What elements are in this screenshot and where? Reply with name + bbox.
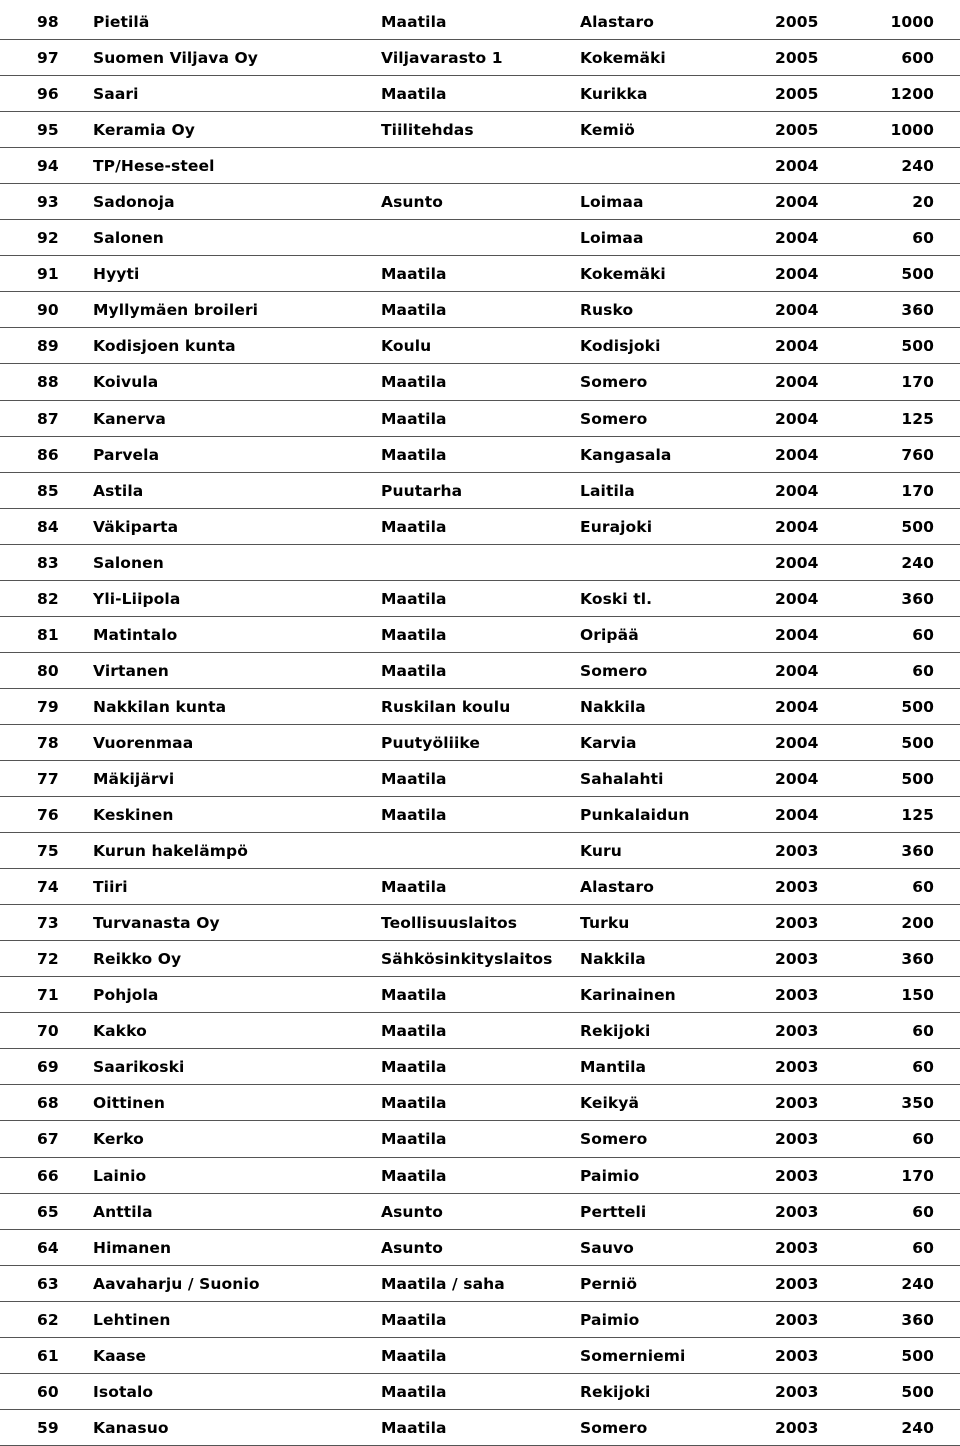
power-kw: 20 — [912, 193, 934, 212]
table-row — [0, 112, 960, 148]
table-row — [0, 581, 960, 617]
location: Sahalahti — [580, 769, 664, 788]
site-type: Maatila — [381, 265, 447, 284]
site-type: Maatila — [381, 517, 447, 536]
table-row — [0, 40, 960, 76]
year: 2004 — [775, 229, 819, 248]
power-kw: 60 — [912, 1130, 934, 1149]
table-row — [0, 148, 960, 184]
year: 2004 — [775, 697, 819, 716]
owner-name: Kurun hakelämpö — [93, 842, 248, 861]
site-type: Maatila — [381, 1022, 447, 1041]
table-row — [0, 977, 960, 1013]
power-kw: 60 — [912, 1202, 934, 1221]
owner-name: Lainio — [93, 1166, 147, 1185]
power-kw: 60 — [912, 1238, 934, 1257]
row-number: 89 — [37, 337, 59, 356]
row-number: 81 — [37, 625, 59, 644]
year: 2003 — [775, 842, 819, 861]
location: Perniö — [580, 1274, 638, 1293]
year: 2003 — [775, 1166, 819, 1185]
table-row — [0, 1085, 960, 1121]
owner-name: Keskinen — [93, 806, 174, 825]
row-number: 83 — [37, 553, 59, 572]
location: Kangasala — [580, 445, 672, 464]
power-kw: 500 — [901, 1346, 934, 1365]
row-number: 94 — [37, 157, 59, 176]
year: 2003 — [775, 1058, 819, 1077]
year: 2004 — [775, 517, 819, 536]
row-number: 90 — [37, 301, 59, 320]
location: Somero — [580, 409, 648, 428]
owner-name: Kaase — [93, 1346, 147, 1365]
year: 2003 — [775, 1382, 819, 1401]
year: 2003 — [775, 1202, 819, 1221]
table-row — [0, 1374, 960, 1410]
site-type: Maatila — [381, 1382, 447, 1401]
power-kw: 240 — [901, 1274, 934, 1293]
year: 2003 — [775, 914, 819, 933]
row-number: 84 — [37, 517, 59, 536]
owner-name: Lehtinen — [93, 1310, 171, 1329]
location: Alastaro — [580, 878, 654, 897]
power-kw: 500 — [901, 265, 934, 284]
owner-name: Turvanasta Oy — [93, 914, 220, 933]
owner-name: Kanerva — [93, 409, 166, 428]
location: Rekijoki — [580, 1022, 651, 1041]
power-kw: 60 — [912, 878, 934, 897]
year: 2003 — [775, 1274, 819, 1293]
year: 2004 — [775, 445, 819, 464]
row-number: 72 — [37, 950, 59, 969]
year: 2003 — [775, 986, 819, 1005]
owner-name: Pietilä — [93, 13, 150, 31]
site-type: Maatila — [381, 661, 447, 680]
power-kw: 240 — [901, 157, 934, 176]
year: 2004 — [775, 193, 819, 212]
row-number: 87 — [37, 409, 59, 428]
site-type: Viljavarasto 1 — [381, 49, 503, 68]
year: 2004 — [775, 481, 819, 500]
owner-name: Myllymäen broileri — [93, 301, 259, 320]
row-number: 82 — [37, 589, 59, 608]
owner-name: Yli-Liipola — [93, 589, 181, 608]
location: Rusko — [580, 301, 634, 320]
row-number: 65 — [37, 1202, 59, 1221]
year: 2004 — [775, 373, 819, 392]
power-kw: 240 — [901, 1418, 934, 1437]
location: Kokemäki — [580, 49, 666, 68]
year: 2003 — [775, 878, 819, 897]
table-row — [0, 473, 960, 509]
row-number: 69 — [37, 1058, 59, 1077]
row-number: 73 — [37, 914, 59, 933]
table-row — [0, 797, 960, 833]
row-number: 95 — [37, 121, 59, 140]
location: Karvia — [580, 733, 637, 752]
table-row — [0, 1013, 960, 1049]
power-kw: 350 — [901, 1094, 934, 1113]
site-type: Maatila — [381, 769, 447, 788]
row-number: 76 — [37, 806, 59, 825]
site-type: Asunto — [381, 193, 443, 212]
site-type: Asunto — [381, 1238, 443, 1257]
table-row — [0, 725, 960, 761]
power-kw: 125 — [901, 806, 934, 825]
row-number: 75 — [37, 842, 59, 861]
row-number: 91 — [37, 265, 59, 284]
table-row — [0, 292, 960, 328]
owner-name: Väkiparta — [93, 517, 179, 536]
location: Kokemäki — [580, 265, 666, 284]
location: Loimaa — [580, 229, 644, 248]
site-type: Maatila — [381, 445, 447, 464]
year: 2003 — [775, 1094, 819, 1113]
table-row — [0, 1266, 960, 1302]
location: Mantila — [580, 1058, 647, 1077]
table-row — [0, 545, 960, 581]
site-type: Maatila — [381, 1130, 447, 1149]
year: 2004 — [775, 337, 819, 356]
owner-name: Saarikoski — [93, 1058, 185, 1077]
year: 2004 — [775, 806, 819, 825]
power-kw: 500 — [901, 517, 934, 536]
year: 2004 — [775, 589, 819, 608]
row-number: 71 — [37, 986, 59, 1005]
location: Punkalaidun — [580, 806, 690, 825]
year: 2005 — [775, 13, 819, 31]
location: Paimio — [580, 1310, 640, 1329]
owner-name: Pohjola — [93, 986, 159, 1005]
year: 2003 — [775, 1346, 819, 1365]
table-row — [0, 761, 960, 797]
power-kw: 60 — [912, 1022, 934, 1041]
table-row — [0, 76, 960, 112]
power-kw: 170 — [901, 1166, 934, 1185]
location: Kurikka — [580, 85, 648, 104]
power-kw: 500 — [901, 337, 934, 356]
power-kw: 240 — [901, 553, 934, 572]
power-kw: 360 — [901, 950, 934, 969]
table-row — [0, 1338, 960, 1374]
site-type: Teollisuuslaitos — [381, 914, 518, 933]
site-type: Puutarha — [381, 481, 463, 500]
owner-name: Reikko Oy — [93, 950, 182, 969]
year: 2004 — [775, 157, 819, 176]
year: 2003 — [775, 1238, 819, 1257]
power-kw: 760 — [901, 445, 934, 464]
owner-name: Kerko — [93, 1130, 144, 1149]
owner-name: Hyyti — [93, 265, 140, 284]
row-number: 92 — [37, 229, 59, 248]
site-type: Maatila — [381, 13, 447, 31]
table-row — [0, 617, 960, 653]
owner-name: Kakko — [93, 1022, 147, 1041]
table-row — [0, 437, 960, 473]
location: Somero — [580, 661, 648, 680]
row-number: 68 — [37, 1094, 59, 1113]
location: Eurajoki — [580, 517, 653, 536]
site-type: Maatila — [381, 1310, 447, 1329]
year: 2004 — [775, 661, 819, 680]
row-number: 70 — [37, 1022, 59, 1041]
year: 2004 — [775, 409, 819, 428]
year: 2004 — [775, 769, 819, 788]
site-type: Maatila — [381, 1418, 447, 1437]
row-number: 98 — [37, 13, 59, 31]
location: Somero — [580, 1130, 648, 1149]
site-type: Ruskilan koulu — [381, 697, 511, 716]
site-type: Maatila — [381, 1058, 447, 1077]
table-row — [0, 1302, 960, 1338]
table-row — [0, 653, 960, 689]
power-kw: 1200 — [890, 85, 934, 104]
owner-name: Salonen — [93, 229, 164, 248]
table-row — [0, 509, 960, 545]
year: 2004 — [775, 265, 819, 284]
table-row — [0, 941, 960, 977]
owner-name: Kodisjoen kunta — [93, 337, 236, 356]
row-number: 80 — [37, 661, 59, 680]
location: Kuru — [580, 842, 622, 861]
power-kw: 360 — [901, 589, 934, 608]
location: Turku — [580, 914, 630, 933]
location: Keikyä — [580, 1094, 640, 1113]
site-type: Tiilitehdas — [381, 121, 474, 140]
year: 2003 — [775, 1418, 819, 1437]
owner-name: Virtanen — [93, 661, 169, 680]
site-type: Maatila — [381, 806, 447, 825]
power-kw: 360 — [901, 301, 934, 320]
power-kw: 125 — [901, 409, 934, 428]
site-type: Maatila — [381, 986, 447, 1005]
year: 2005 — [775, 85, 819, 104]
year: 2005 — [775, 121, 819, 140]
year: 2003 — [775, 1130, 819, 1149]
table-row — [0, 869, 960, 905]
installations-table — [0, 4, 960, 1446]
row-number: 97 — [37, 49, 59, 68]
row-number: 77 — [37, 769, 59, 788]
year: 2003 — [775, 1310, 819, 1329]
location: Somero — [580, 1418, 648, 1437]
site-type: Maatila — [381, 878, 447, 897]
site-type: Maatila — [381, 301, 447, 320]
location: Laitila — [580, 481, 635, 500]
site-type: Maatila — [381, 625, 447, 644]
site-type: Maatila — [381, 589, 447, 608]
site-type: Koulu — [381, 337, 432, 356]
power-kw: 360 — [901, 1310, 934, 1329]
site-type: Puutyöliike — [381, 733, 481, 752]
table-row — [0, 905, 960, 941]
location: Nakkila — [580, 697, 646, 716]
site-type: Maatila — [381, 85, 447, 104]
row-number: 63 — [37, 1274, 59, 1293]
table-row — [0, 833, 960, 869]
owner-name: Mäkijärvi — [93, 769, 175, 788]
row-number: 64 — [37, 1238, 59, 1257]
site-type: Maatila — [381, 1094, 447, 1113]
location: Somerniemi — [580, 1346, 686, 1365]
site-type: Maatila — [381, 409, 447, 428]
table-row — [0, 184, 960, 220]
year: 2004 — [775, 553, 819, 572]
row-number: 78 — [37, 733, 59, 752]
table-row — [0, 1410, 960, 1446]
power-kw: 200 — [901, 914, 934, 933]
power-kw: 60 — [912, 1058, 934, 1077]
location: Kemiö — [580, 121, 635, 140]
table-row — [0, 220, 960, 256]
location: Alastaro — [580, 13, 654, 31]
site-type: Maatila — [381, 1346, 447, 1365]
site-type: Asunto — [381, 1202, 443, 1221]
power-kw: 500 — [901, 697, 934, 716]
table-row — [0, 4, 960, 40]
row-number: 66 — [37, 1166, 59, 1185]
location: Kodisjoki — [580, 337, 661, 356]
location: Rekijoki — [580, 1382, 651, 1401]
owner-name: Himanen — [93, 1238, 172, 1257]
year: 2005 — [775, 49, 819, 68]
owner-name: Astila — [93, 481, 144, 500]
location: Pertteli — [580, 1202, 647, 1221]
location: Karinainen — [580, 986, 676, 1005]
table-row — [0, 1194, 960, 1230]
location: Nakkila — [580, 950, 646, 969]
power-kw: 600 — [901, 49, 934, 68]
owner-name: Saari — [93, 85, 139, 104]
site-type: Maatila — [381, 373, 447, 392]
row-number: 96 — [37, 85, 59, 104]
owner-name: Oittinen — [93, 1094, 166, 1113]
power-kw: 60 — [912, 661, 934, 680]
owner-name: Suomen Viljava Oy — [93, 49, 259, 68]
owner-name: Isotalo — [93, 1382, 154, 1401]
year: 2004 — [775, 301, 819, 320]
row-number: 61 — [37, 1346, 59, 1365]
owner-name: Koivula — [93, 373, 159, 392]
row-number: 79 — [37, 697, 59, 716]
site-type: Maatila — [381, 1166, 447, 1185]
power-kw: 150 — [901, 986, 934, 1005]
owner-name: Aavaharju / Suonio — [93, 1274, 260, 1293]
owner-name: Sadonoja — [93, 193, 175, 212]
location: Koski tl. — [580, 589, 653, 608]
year: 2004 — [775, 625, 819, 644]
table-row — [0, 1049, 960, 1085]
power-kw: 360 — [901, 842, 934, 861]
row-number: 59 — [37, 1418, 59, 1437]
site-type: Maatila / saha — [381, 1274, 505, 1293]
row-number: 74 — [37, 878, 59, 897]
row-number: 62 — [37, 1310, 59, 1329]
table-row — [0, 689, 960, 725]
location: Paimio — [580, 1166, 640, 1185]
owner-name: Keramia Oy — [93, 121, 195, 140]
table-row — [0, 1230, 960, 1266]
location: Loimaa — [580, 193, 644, 212]
owner-name: Salonen — [93, 553, 164, 572]
owner-name: Anttila — [93, 1202, 153, 1221]
site-type: Sähkösinkityslaitos — [381, 950, 553, 969]
location: Oripää — [580, 625, 639, 644]
location: Sauvo — [580, 1238, 634, 1257]
power-kw: 1000 — [890, 13, 934, 31]
table-row — [0, 401, 960, 437]
table-row — [0, 256, 960, 292]
owner-name: Kanasuo — [93, 1418, 169, 1437]
year: 2003 — [775, 1022, 819, 1041]
owner-name: TP/Hese-steel — [93, 157, 215, 176]
row-number: 60 — [37, 1382, 59, 1401]
owner-name: Parvela — [93, 445, 160, 464]
power-kw: 60 — [912, 229, 934, 248]
owner-name: Tiiri — [93, 878, 128, 897]
power-kw: 500 — [901, 769, 934, 788]
table-row — [0, 1121, 960, 1157]
table-row — [0, 364, 960, 400]
year: 2004 — [775, 733, 819, 752]
owner-name: Vuorenmaa — [93, 733, 194, 752]
row-number: 93 — [37, 193, 59, 212]
power-kw: 170 — [901, 481, 934, 500]
power-kw: 1000 — [890, 121, 934, 140]
row-number: 85 — [37, 481, 59, 500]
power-kw: 60 — [912, 625, 934, 644]
row-number: 67 — [37, 1130, 59, 1149]
owner-name: Matintalo — [93, 625, 178, 644]
table-row — [0, 1158, 960, 1194]
year: 2003 — [775, 950, 819, 969]
owner-name: Nakkilan kunta — [93, 697, 227, 716]
row-number: 88 — [37, 373, 59, 392]
power-kw: 500 — [901, 1382, 934, 1401]
power-kw: 500 — [901, 733, 934, 752]
power-kw: 170 — [901, 373, 934, 392]
location: Somero — [580, 373, 648, 392]
row-number: 86 — [37, 445, 59, 464]
table-row — [0, 328, 960, 364]
